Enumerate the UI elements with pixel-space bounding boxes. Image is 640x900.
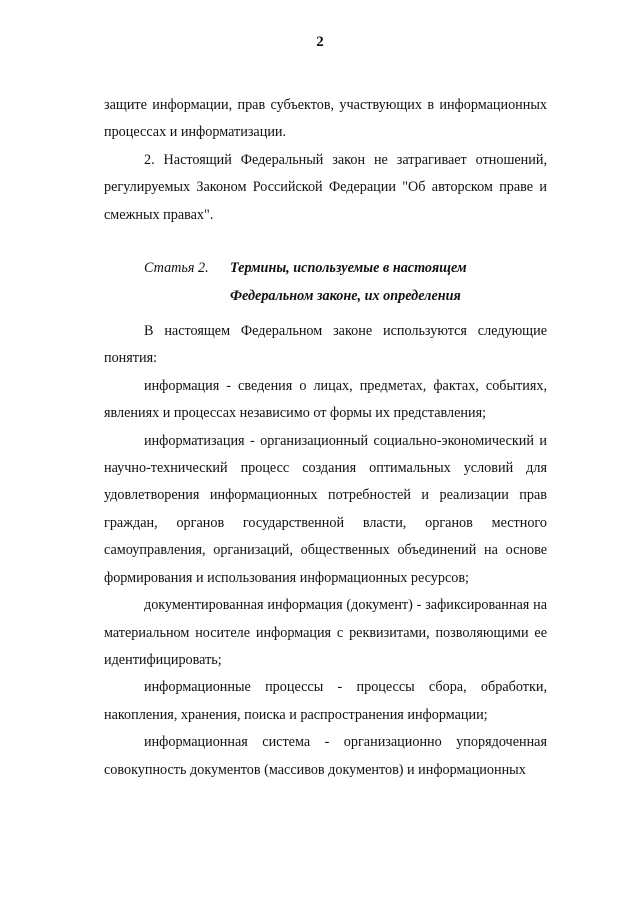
article-title-line-2: Федеральном законе, их определения <box>230 288 461 305</box>
definition-documented-information: документированная информация (документ) - зафиксированная на материальном носителе информация с реквизитами, позволяющими ее идентифицировать; <box>104 597 547 668</box>
definition-information: информация - сведения о лицах, предметах, фактах, событиях, явлениях и процессах независимо от формы их представления; <box>104 377 547 422</box>
paragraph-item-2: 2. Настоящий Федеральный закон не затрагивает отношений, регулируемых Законом Российской Федерации "Об авторском праве и смежных правах". <box>104 151 547 223</box>
page-number: 2 <box>316 34 324 50</box>
paragraph-intro: В настоящем Федеральном законе используются следующие понятия: <box>104 323 547 367</box>
article-label: Статья 2. <box>144 260 209 277</box>
paragraph-continuation: защите информации, прав субъектов, участвующих в информационных процессах и информатизации. <box>104 97 547 141</box>
article-heading <box>104 254 547 310</box>
article-heading-line-2 <box>104 282 547 310</box>
definition-information-system: информационная система - организационно упорядоченная совокупность документов (массивов документов) и информационных <box>104 734 547 778</box>
article-title-line-1: Термины, используемые в настоящем <box>230 260 467 277</box>
definition-information-processes: информационные процессы - процессы сбора, обработки, накопления, хранения, поиска и распространения информации; <box>104 679 547 723</box>
article-heading-line-1 <box>104 254 547 282</box>
document-body <box>104 92 547 784</box>
definition-informatization: информатизация - организационный социально-экономический и научно-технический процесс создания оптимальных условий для удовлетворения информационных потребностей и реализации прав граждан, органов государственной власти, органов местного самоуправления, организаций, общественных объединений на основе формирования и использования информационных ресурсов; <box>104 432 547 586</box>
